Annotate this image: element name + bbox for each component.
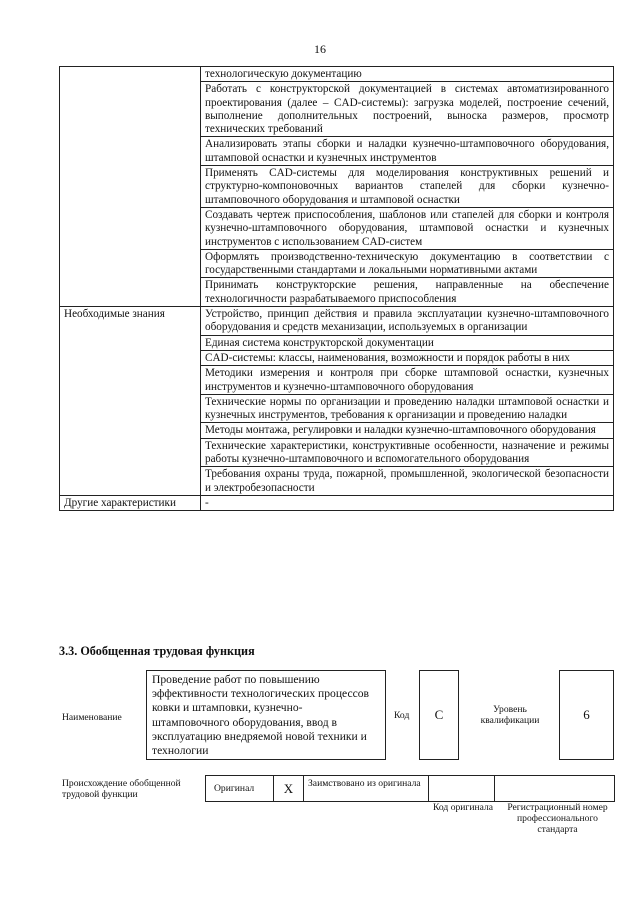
original-mark: X [274,776,304,802]
requirements-table [59,66,614,511]
table-row [60,67,614,82]
row-text-cell: CAD-системы: классы, наименования, возможности и порядок работы в них [201,350,614,365]
level-label: Уровень квалификации [480,704,540,726]
code-value-box: C [419,670,459,760]
row-label-cell: Необходимые знания [60,307,201,496]
origin-table [205,775,615,802]
row-text-cell: Методы монтажа, регулировки и наладки кузнечно-штамповочного оборудования [201,423,614,438]
row-text-cell: Технические характеристики, конструктивные особенности, назначение и режимы работы кузнечно-штамповочного и вспомогательного оборудования [201,438,614,467]
row-text-cell: Применять CAD-системы для моделирования конструктивных решений и структурно-компоновочных вариантов стапелей для сборки кузнечно-штамповочного оборудования и штамповой оснастки [201,166,614,208]
row-text-cell: Технические нормы по организации и проведению наладки штамповой оснастки и кузнечных инструментов, требования к организации и проведению наладки [201,394,614,423]
row-text-cell: Методики измерения и контроля при сборке штамповой оснастки, кузнечных инструментов и кузнечно-штамповочного оборудования [201,366,614,395]
level-value-box: 6 [559,670,614,760]
row-text-cell: Единая система конструкторской документации [201,335,614,350]
borrowed-label: Заимствовано из оригинала [304,776,429,802]
row-text-cell: Работать с конструкторской документацией в системах автоматизированного проектирования (далее – CAD-системы): загрузка моделей, построение сечений, выполнение дополнительных построений, выноска размеров, просмотр технических требований [201,82,614,137]
table-row [60,495,614,510]
table-row [60,307,614,336]
row-text-cell: Требования охраны труда, пожарной, промышленной, экологической безопасности и электробезопасности [201,467,614,496]
reg-number-caption: Регистрационный номер профессионального стандарта [507,802,608,835]
row-text-cell: Оформлять производственно-техническую документацию в соответствии с государственными стандартами и локальными нормативными актами [201,249,614,278]
code-original-caption: Код оригинала [432,802,494,813]
row-text-cell: Создавать чертеж приспособления, шаблонов или стапелей для сборки и контроля кузнечно-штамповочного оборудования, штамповой оснастки и кузнечных инструментов с использованием CAD-систем [201,207,614,249]
origin-label: Происхождение обобщенной трудовой функции [62,778,181,800]
row-text-cell: Принимать конструкторские решения, направленные на обеспечение технологичности разрабатываемого приспособления [201,278,614,307]
code-original-cell [429,776,495,802]
row-text-cell: Устройство, принцип действия и правила эксплуатации кузнечно-штамповочного оборудования и средств механизации, используемых в организации [201,307,614,336]
row-label-cell [60,67,201,307]
row-text-cell: - [201,495,614,510]
code-label: Код [394,710,410,721]
reg-number-cell [495,776,615,802]
original-label: Оригинал [206,776,274,802]
name-value-box: Проведение работ по повышению эффективности технологических процессов ковки и штамповки, кузнечно-штамповочного оборудования, ввод в эксплуатацию внедряемой новой техники и технологии [146,670,386,760]
row-text-cell: технологическую документацию [201,67,614,82]
name-label: Наименование [62,712,122,723]
row-text-cell: Анализировать этапы сборки и наладки кузнечно-штамповочного оборудования, штамповой оснастки и кузнечных инструментов [201,137,614,166]
section-title: 3.3. Обобщенная трудовая функция [59,644,255,658]
row-label-cell: Другие характеристики [60,495,201,510]
page-number: 16 [314,42,326,56]
